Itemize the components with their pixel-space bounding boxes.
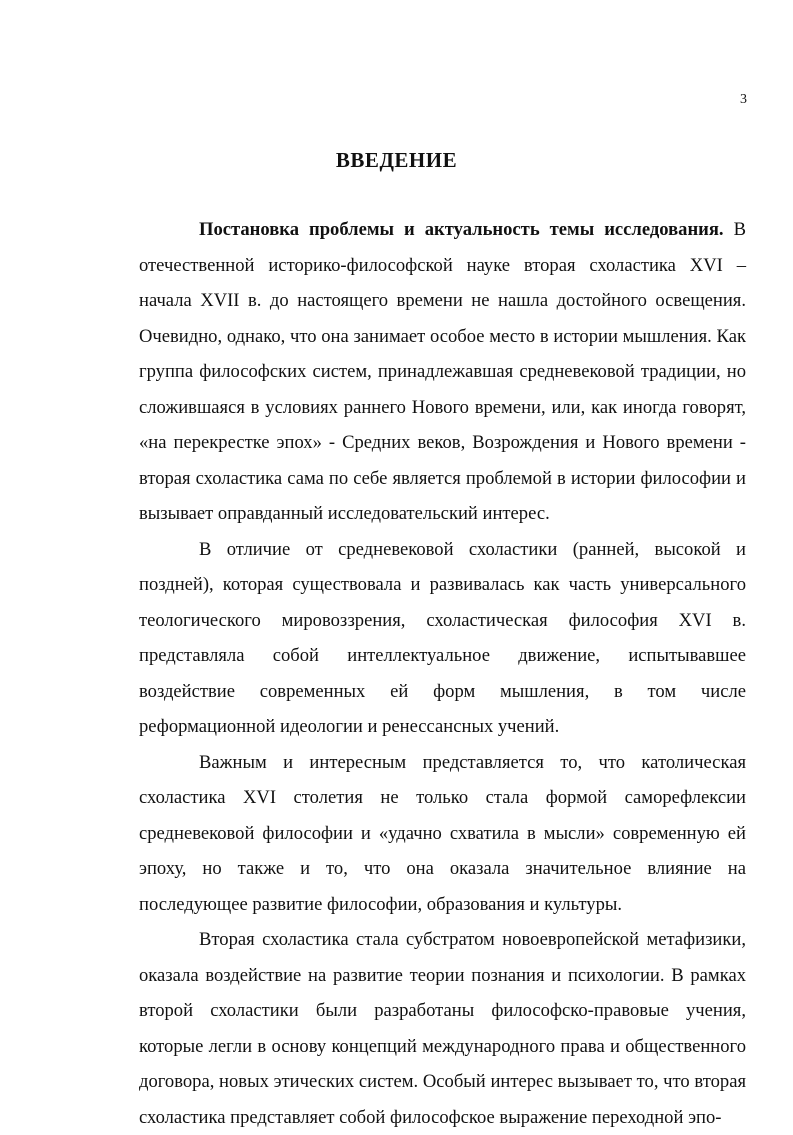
paragraph-3: [139, 745, 746, 923]
paragraph-1-lead-bold: Постановка проблемы и актуальность темы исследования.: [199, 219, 724, 240]
body-text: [139, 212, 746, 1135]
page-title: ВВЕДЕНИЕ: [335, 148, 458, 172]
paragraph-4: [139, 922, 746, 1135]
paragraph-1-text: В отечественной историко-философской науке вторая схоластика XVI – начала XVII в. до настоящего времени не нашла достойного освещения. Очевидно, однако, что она занимает особое место в истории мышления. Как группа философских систем, принадлежавшая средневековой традиции, но сложившаяся в условиях раннего Нового времени, или, как иногда говорят, «на перекрестке эпох» - Средних веков, Возрождения и Нового времени - вторая схоластика сама по себе является проблемой в истории философии и вызывает оправданный исследовательский интерес.: [139, 219, 746, 524]
page-number: 3: [740, 92, 747, 107]
paragraph-4-text: Вторая схоластика стала субстратом новоевропейской метафизики, оказала воздействие на развитие теории познания и психологии. В рамках второй схоластики были разработаны философско-правовые учения, которые легли в основу концепций международного права и общественного договора, новых этических систем. Особый интерес вызывает то, что вторая схоластика представляет собой философское выражение переходной эпо-: [139, 929, 746, 1128]
paragraph-2-text: В отличие от средневековой схоластики (ранней, высокой и поздней), которая существовала и развивалась как часть универсального теологического мировоззрения, схоластическая философия XVI в. представляла собой интеллектуальное движение, испытывавшее воздействие современных ей форм мышления, в том числе реформационной идеологии и ренессансных учений.: [139, 538, 746, 737]
paragraph-3-text: Важным и интересным представляется то, что католическая схоластика XVI столетия не только стала формой саморефлексии средневековой философии и «удачно схватила в мысли» современную ей эпоху, но также и то, что она оказала значительное влияние на последующее развитие философии, образования и культуры.: [139, 751, 746, 915]
paragraph-2: [139, 532, 746, 745]
paragraph-1: [139, 212, 746, 532]
